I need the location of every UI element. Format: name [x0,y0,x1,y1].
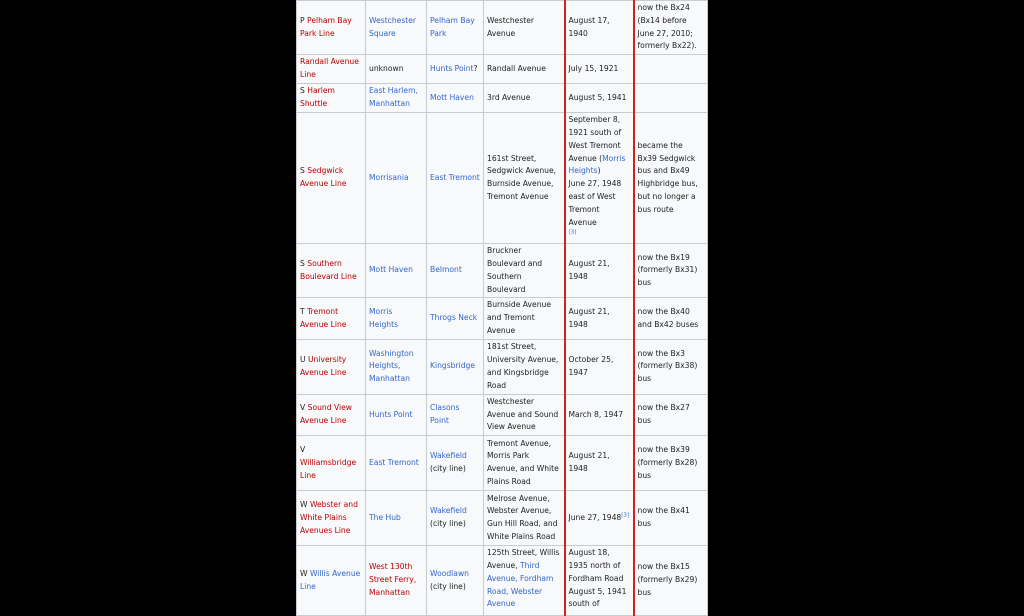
route-link[interactable]: Pelham Bay Park Line [300,15,352,38]
route-letter: S [300,258,305,268]
route-cell [297,1,366,55]
to-link[interactable]: Pelham Bay Park [430,15,475,38]
fate-text: now the Bx41 bus [637,506,690,529]
fate-text: became the Bx39 Sedgwick bus and Bx49 Highbridge bus, but no longer a bus route [637,140,698,214]
from-link[interactable]: Morrisania [369,172,409,182]
table-row [297,394,708,435]
to-suffix: (city line) [430,464,466,474]
from-text: unknown [369,63,404,73]
route-link[interactable]: Sound View Avenue Line [300,403,352,425]
route-letter: T [300,306,305,316]
to-link[interactable]: Mott Haven [430,92,474,102]
routes-table-page [296,0,707,609]
fate-text: now the Bx3 (formerly Bx38) bus [637,348,698,384]
date-text: June 27, 1948 [568,512,622,522]
route-link[interactable]: Williamsbridge Line [300,457,357,480]
date-text: September 8, 1921 south of West Tremont Avenue ( [568,115,622,163]
fate-text: now the Bx15 (formerly Bx29) bus [637,562,698,598]
date-text: July 15, 1921 [568,63,619,73]
from-link[interactable]: Hunts Point [369,409,413,419]
date2-text: June 27, 1948 east of West Tremont Avenue [568,179,622,227]
route-letter: U [300,354,306,364]
fate-text: now the Bx40 and Bx42 buses [637,306,699,329]
route-link[interactable]: Tremont Avenue Line [300,306,347,329]
to-link[interactable]: East Tremont [430,172,480,182]
date-text: August 21, 1948 [568,258,610,281]
to-link[interactable]: Clasons Point [430,403,460,425]
date-text: August 5, 1941 [568,92,627,102]
table-row [297,546,708,616]
table-row [297,244,708,298]
from-link[interactable]: The Hub [369,512,401,522]
table-row [297,113,708,244]
route-link[interactable]: Harlem Shuttle [300,86,335,109]
streets-text: 161st Street, Sedgwick Avenue, Burnside Avenue, Tremont Avenue [487,153,557,201]
from-link[interactable]: West 130th Street Ferry, Manhattan [369,562,417,598]
fate-text: now the Bx19 (formerly Bx31) bus [637,252,698,288]
date-text: October 25, 1947 [568,354,614,377]
table-row [297,1,708,55]
route-link[interactable]: Sedgwick Avenue Line [300,166,347,189]
streets-text: Westchester Avenue [487,15,535,38]
table-row [297,339,708,394]
route-letter: W [300,568,308,578]
from-link[interactable]: Westchester Square [369,15,417,38]
date-text: August 18, 1935 north of Fordham Road [568,548,624,583]
streets-text: Randall Avenue [487,63,546,73]
route-letter: V [300,403,306,413]
to-suffix: ? [473,63,478,73]
table-row [297,436,708,491]
from-link[interactable]: Mott Haven [369,265,413,275]
to-link[interactable]: Belmont [430,265,462,275]
date-text: August 21, 1948 [568,306,610,329]
to-link[interactable]: Throgs Neck [430,313,478,323]
table-row [297,491,708,546]
citation-link[interactable]: [3] [568,229,577,236]
citation-link[interactable]: [3] [621,512,630,519]
fate-text: now the Bx27 bus [637,403,690,425]
date2-text: August 5, 1941 south of [568,586,627,609]
fate-text: now the Bx24 (Bx14 before June 27, 2010; formerly Bx22). [637,3,697,51]
streets-text: 3rd Avenue [487,92,531,102]
streets-text: 181st Street, University Avenue, and Kingsbridge Road [487,342,559,390]
date-link[interactable]: Morris Heights [568,153,626,176]
from-link[interactable]: Washington Heights, Manhattan [369,348,414,384]
route-link[interactable]: University Avenue Line [300,354,347,377]
date-text: August 21, 1948 [568,451,610,474]
to-suffix: (city line) [430,519,466,529]
from-link[interactable]: East Harlem, Manhattan [369,86,418,109]
route-link[interactable]: Webster and White Plains Avenues Line [300,499,358,535]
date-text: March 8, 1947 [568,409,624,419]
bus-routes-table [296,0,708,616]
date-text: August 17, 1940 [568,15,610,38]
table-row [297,55,708,84]
to-link[interactable]: Wakefield [430,451,467,461]
table-row [297,298,708,339]
streets-link[interactable]: Third Avenue, Fordham Road, Webster Avenue [487,560,554,609]
to-suffix: (city line) [430,581,466,591]
streets-text: Tremont Avenue, Morris Park Avenue, and White Plains Road [487,438,559,486]
route-link[interactable]: Southern Boulevard Line [300,258,357,281]
fate-text: now the Bx39 (formerly Bx28) bus [637,444,698,480]
route-letter: V [300,444,306,454]
streets-text: 125th Street, Willis Avenue, [487,548,560,570]
table-row [297,84,708,113]
route-letter: S [300,86,305,96]
route-link[interactable]: Willis Avenue Line [300,568,361,591]
from-link[interactable]: Morris Heights [369,306,399,329]
streets-text: Bruckner Boulevard and Southern Boulevard [487,246,543,294]
from-link[interactable]: East Tremont [369,457,419,467]
route-letter: S [300,166,305,176]
date-close: ) [597,166,601,176]
to-link[interactable]: Wakefield [430,506,467,516]
route-letter: W [300,499,308,509]
to-link[interactable]: Woodlawn [430,568,469,578]
route-link[interactable]: Randall Avenue Line [300,57,359,80]
to-link[interactable]: Hunts Point [430,63,474,73]
streets-text: Burnside Avenue and Tremont Avenue [487,300,552,335]
route-letter: P [300,15,305,25]
streets-text: Westchester Avenue and Sound View Avenue [487,396,559,432]
streets-text: Melrose Avenue, Webster Avenue, Gun Hill Road, and White Plains Road [487,493,558,541]
to-link[interactable]: Kingsbridge [430,361,476,371]
